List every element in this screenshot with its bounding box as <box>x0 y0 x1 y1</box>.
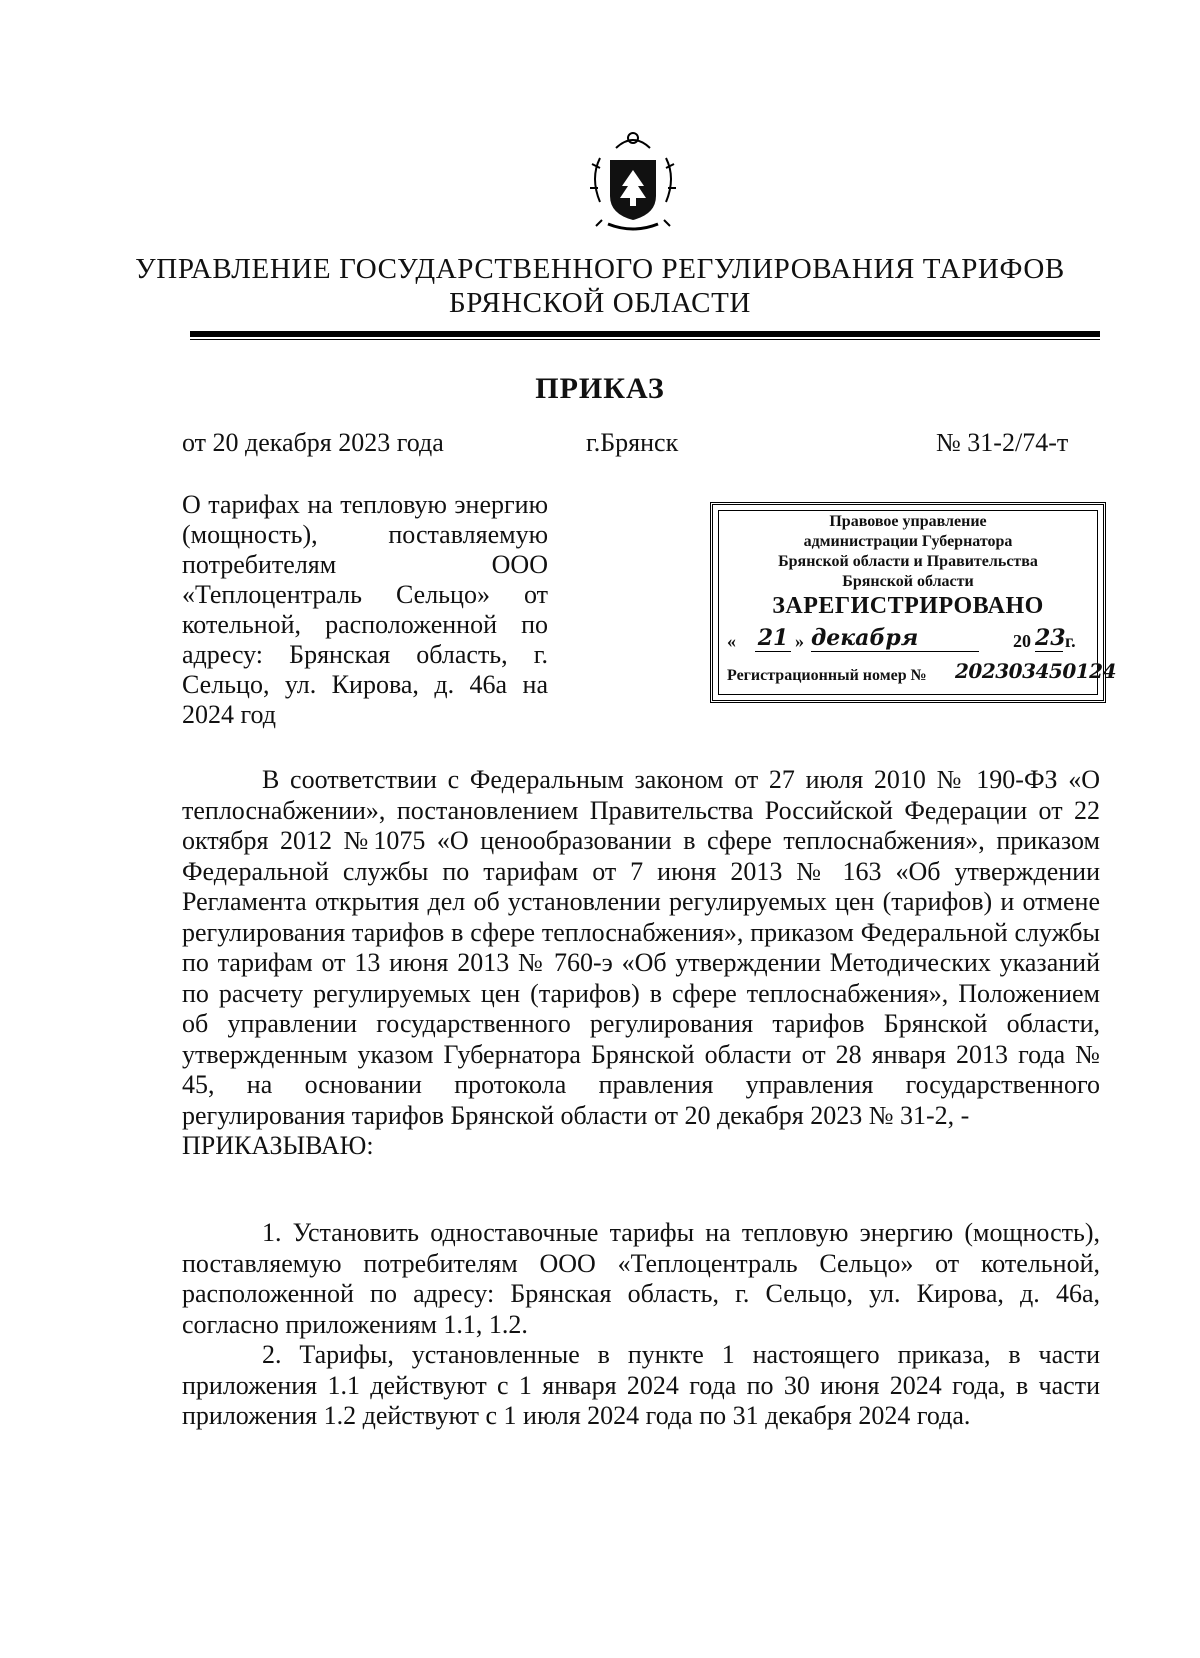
organization-name-line1: УПРАВЛЕНИЕ ГОСУДАРСТВЕННОГО РЕГУЛИРОВАНИЯ ТАРИФОВ <box>135 253 1065 285</box>
stamp-line4: Брянской области <box>842 573 974 590</box>
order-word: ПРИКАЗЫВАЮ: <box>182 1131 374 1160</box>
stamp-reg-row <box>727 659 1116 689</box>
stamp-date-row: « 21 » декабря 20 23 г. <box>727 625 1076 651</box>
organization-name-line2: БРЯНСКОЙ ОБЛАСТИ <box>449 287 751 319</box>
stamp-year-prefix: 20 <box>1013 631 1031 651</box>
preamble-section <box>182 765 1100 1162</box>
stamp-registered: ЗАРЕГИСТРИРОВАНО <box>772 593 1044 619</box>
stamp-year-suffix: 23 <box>1035 625 1066 651</box>
stamp-year-end: г. <box>1065 631 1076 651</box>
stamp-reg-label: Регистрационный номер № <box>727 667 927 684</box>
header-divider <box>190 331 1100 337</box>
document-title: ПРИКАЗ <box>535 372 665 405</box>
document-city: г.Брянск <box>586 428 679 457</box>
header-divider-thin <box>190 339 1100 340</box>
stamp-line2: администрации Губернатора <box>803 533 1013 550</box>
stamp-day: 21 <box>755 625 791 652</box>
stamp-month: декабря <box>811 625 979 652</box>
preamble-paragraph: В соответствии с Федеральным законом от 27 июля 2010 № 190-ФЗ «О теплоснабжении», постановлением Правительства Российской Федерации от 22 октября 2012 №1075 «О ценообразовании в сфере теплоснабжения», приказом Федеральной службы по тарифам от 7 июня 2013 № 163 «Об утверждении Регламента открытия дел об установлении регулируемых цен (тарифов) и отмене регулирования тарифов в сфере теплоснабжения», приказом Федеральной службы по тарифам от 13 июня 2013 № 760-э «Об утверждении Методических указаний по расчету регулируемых цен (тарифов) в сфере теплоснабжения», Положением об управлении государственного регулирования тарифов Брянской области, утвержденным указом Губернатора Брянской области от 28 января 2013 года № 45, на основании протокола правления управления государственного регулирования тарифов Брянской области от 20 декабря 2023 № 31-2, - <box>182 765 1100 1130</box>
coat-of-arms-emblem <box>578 128 688 240</box>
document-subject: О тарифах на тепловую энергию (мощность), поставляемую потребителям ООО «Теплоцентраль Сельцо» от котельной, расположенной по адресу: Брянская область, г. Сельцо, ул. Кирова, д. 46а на 2024 год <box>182 490 548 729</box>
order-items-section <box>182 1218 1100 1432</box>
stamp-line1: Правовое управление <box>829 513 987 530</box>
document-number: № 31-2/74-т <box>936 428 1069 457</box>
stamp-line3: Брянской области и Правительства <box>778 553 1038 570</box>
document-date: от 20 декабря 2023 года <box>182 428 444 457</box>
order-item-1: 1. Установить одноставочные тарифы на тепловую энергию (мощность), поставляемую потребителям ООО «Теплоцентраль Сельцо» от котельной, расположенной по адресу: Брянская область, г. Сельцо, ул. Кирова, д. 46а, согласно приложениям 1.1, 1.2. <box>182 1218 1100 1339</box>
stamp-reg-number: 202303450124 <box>955 659 1116 683</box>
registration-stamp <box>710 502 1116 703</box>
order-item-2: 2. Тарифы, установленные в пункте 1 настоящего приказа, в части приложения 1.1 действуют с 1 января 2024 года по 30 июня 2024 года, в части приложения 1.2 действуют с 1 июля 2024 года по 31 декабря 2024 года. <box>182 1340 1100 1430</box>
